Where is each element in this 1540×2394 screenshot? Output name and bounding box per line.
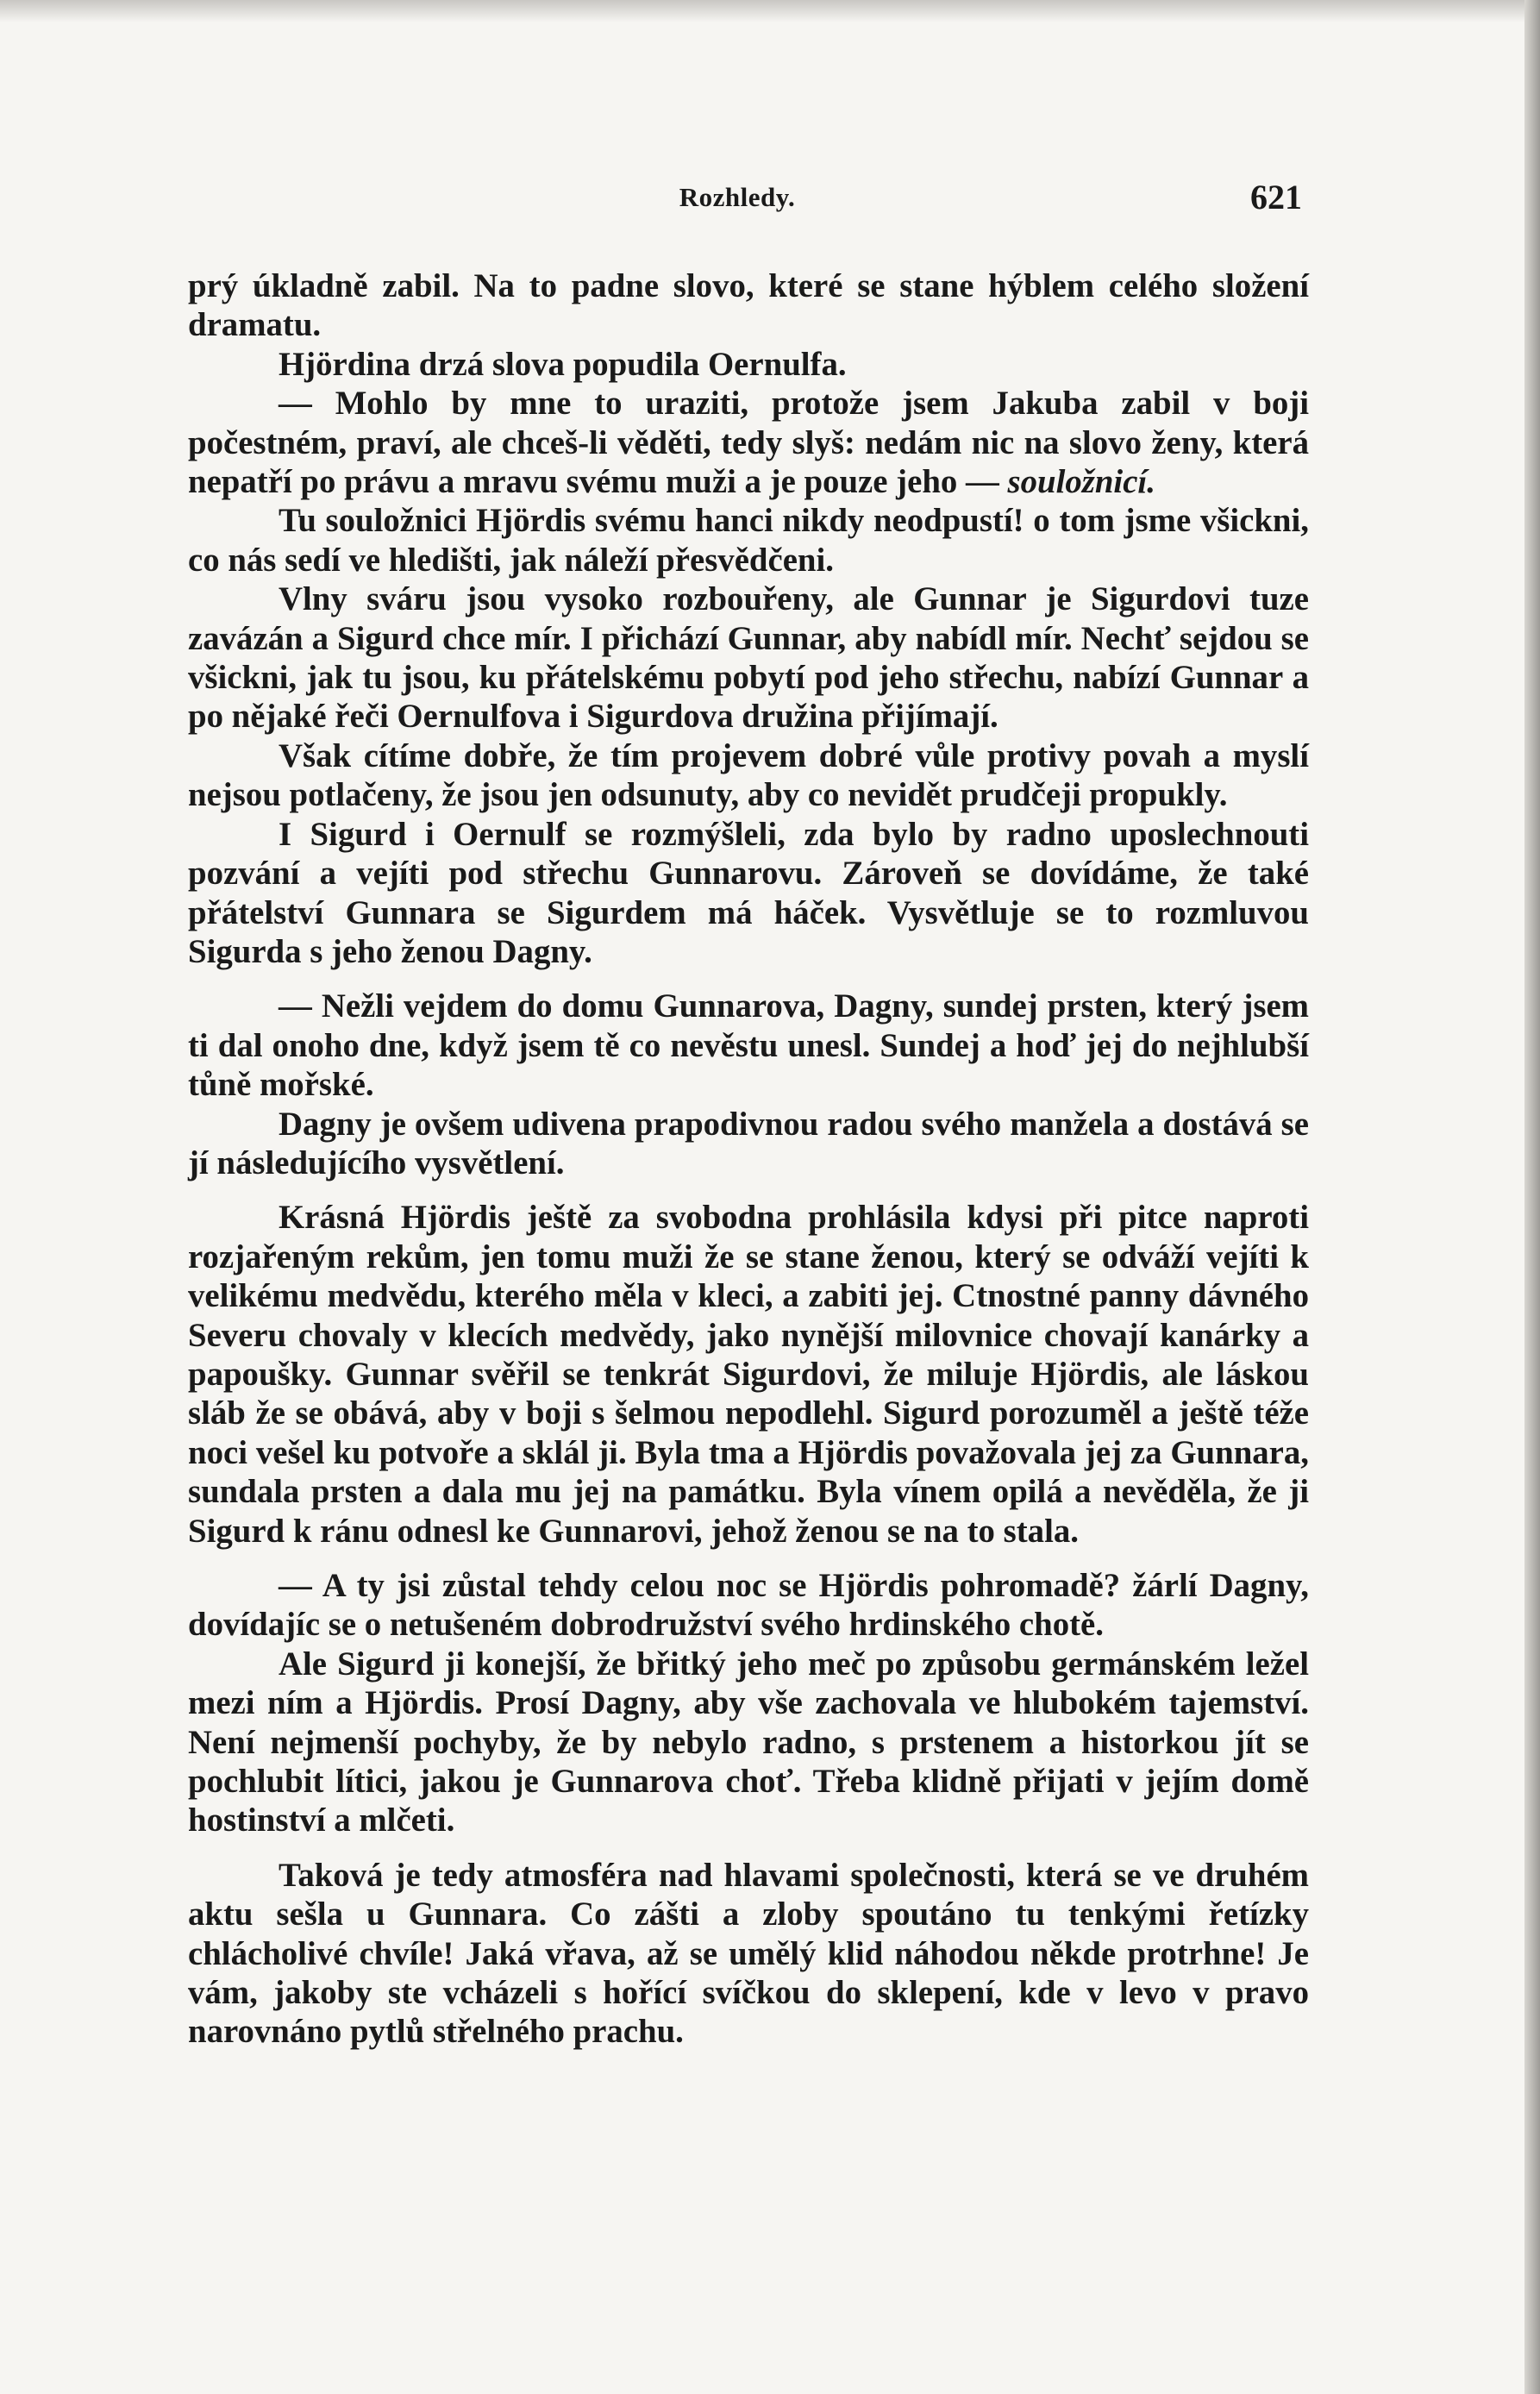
paragraph-text: Tu souložnici Hjördis svému hanci nikdy neodpustí! o tom jsme všickni, co nás sedí ve hledišti, jak náleží přesvědčeni. — [188, 502, 1309, 579]
page-right-edge — [1524, 0, 1540, 2394]
paragraph-text: Hjördina drzá slova popudila Oernulfa. — [279, 345, 847, 383]
paragraph-text: prý úkladně zabil. Na to padne slovo, které se stane hýblem celého složení dramatu. — [188, 267, 1309, 344]
paragraph-text: Krásná Hjördis ještě za svobodna prohlásila kdysi při pitce naproti rozjařeným rekům, jen tomu muži že se stane ženou, který se odváží vejíti k velikému medvědu, kterého měla v kleci, a zabiti jej. Ctnostné panny dávného Severu chovaly v klecích medvědy, jako nynější milovnice chovají kanárky a papoušky. Gunnar svěřil se tenkrát Sigurdovi, že miluje Hjördis, ale láskou sláb že se obává, aby v boji s šelmou nepodlehl. Sigurd porozuměl a ještě téže noci vešel ku potvoře a sklál ji. Byla tma a Hjördis považovala jej za Gunnara, sundala prsten a dala mu jej na památku. Byla vínem opilá a nevěděla, že ji Sigurd k ránu odnesl ke Gunnarovi, jehož ženou se na to stala. — [188, 1199, 1309, 1550]
paragraph — [188, 345, 1309, 384]
paragraph-text: Však cítíme dobře, že tím projevem dobré vůle protivy povah a myslí nejsou potlačeny, že jsou jen odsunuty, aby co nevidět prudčeji propukly. — [188, 736, 1309, 814]
paragraph — [188, 815, 1309, 972]
article-body — [188, 266, 1309, 2052]
paragraph-text: I Sigurd i Oernulf se rozmýšleli, zda bylo by radno uposlechnouti pozvání a vejíti pod střechu Gunnarovu. Zároveň se dovídáme, že také přátelství Gunnara se Sigurdem má háček. Vysvětluje se to rozmluvou Sigurda s jeho ženou Dagny. — [188, 815, 1309, 970]
paragraph — [188, 1105, 1309, 1183]
paragraph-text: Taková je tedy atmosféra nad hlavami společnosti, která se ve druhém aktu sešla u Gunnara. Co zášti a zloby spoutáno tu tenkými řetízky chlácholivé chvíle! Jaká vřava, až se umělý klid náhodou někde protrhne! Je vám, jakoby ste vcházeli s hořící svíčkou do sklepení, kde v levo v pravo narovnáno pytlů střelného prachu. — [188, 1856, 1309, 2051]
paragraph-text: Dagny je ovšem udivena prapodivnou radou svého manžela a dostává se jí následujícího vysvětlení. — [188, 1105, 1309, 1181]
paragraph — [188, 1645, 1309, 1840]
paragraph-text: — A ty jsi zůstal tehdy celou noc se Hjördis pohromadě? žárlí Dagny, dovídajíc se o netušeném dobrodružství svého hrdinského chotě. — [188, 1567, 1309, 1644]
page-number: 621 — [1250, 178, 1302, 216]
paragraph — [188, 736, 1309, 815]
paragraph-text: — Mohlo by mne to uraziti, protože jsem Jakuba zabil v boji počestném, praví, ale chceš-li věděti, tedy slyš: nedám nic na slovo ženy, která nepatří po právu a mravu svému muži a je pouze jeho — — [188, 385, 1309, 501]
paragraph-text: Ale Sigurd ji konejší, že břitký jeho meč po způsobu germánském ležel mezi ním a Hjördis. Prosí Dagny, aby vše zachovala ve hlubokém tajemství. Není nejmenší pochyby, že by nebylo radno, s prstenem a historkou jít se pochlubit lítici, jakou je Gunnarova choť. Třeba klidně přijati v jejím domě hostinství a mlčeti. — [188, 1645, 1309, 1839]
paragraph — [188, 266, 1309, 345]
paragraph — [188, 1198, 1309, 1551]
paragraph — [188, 1566, 1309, 1645]
running-head: Rozhledy. — [679, 182, 796, 212]
paragraph — [188, 501, 1309, 580]
paragraph — [188, 1856, 1309, 2052]
page-header — [172, 177, 1302, 229]
paragraph — [188, 580, 1309, 736]
paragraph — [188, 987, 1309, 1104]
emphasized-word: souložnicí. — [1007, 463, 1155, 501]
paragraph-text: — Nežli vejdem do domu Gunnarova, Dagny, sundej prsten, který jsem ti dal onoho dne, když jsem tě co nevěstu unesl. Sundej a hoď jej do nejhlubší tůně mořské. — [188, 987, 1309, 1104]
page-top-shadow — [0, 0, 1540, 22]
paragraph — [188, 384, 1309, 501]
paragraph-text: Vlny sváru jsou vysoko rozbouřeny, ale Gunnar je Sigurdovi tuze zavázán a Sigurd chce mír. I přichází Gunnar, aby nabídl mír. Nechť sejdou se všickni, jak tu jsou, ku přátelskému pobytí pod jeho střechu, nabízí Gunnar a po nějaké řeči Oernulfova i Sigurdova družina přijímají. — [188, 580, 1309, 736]
